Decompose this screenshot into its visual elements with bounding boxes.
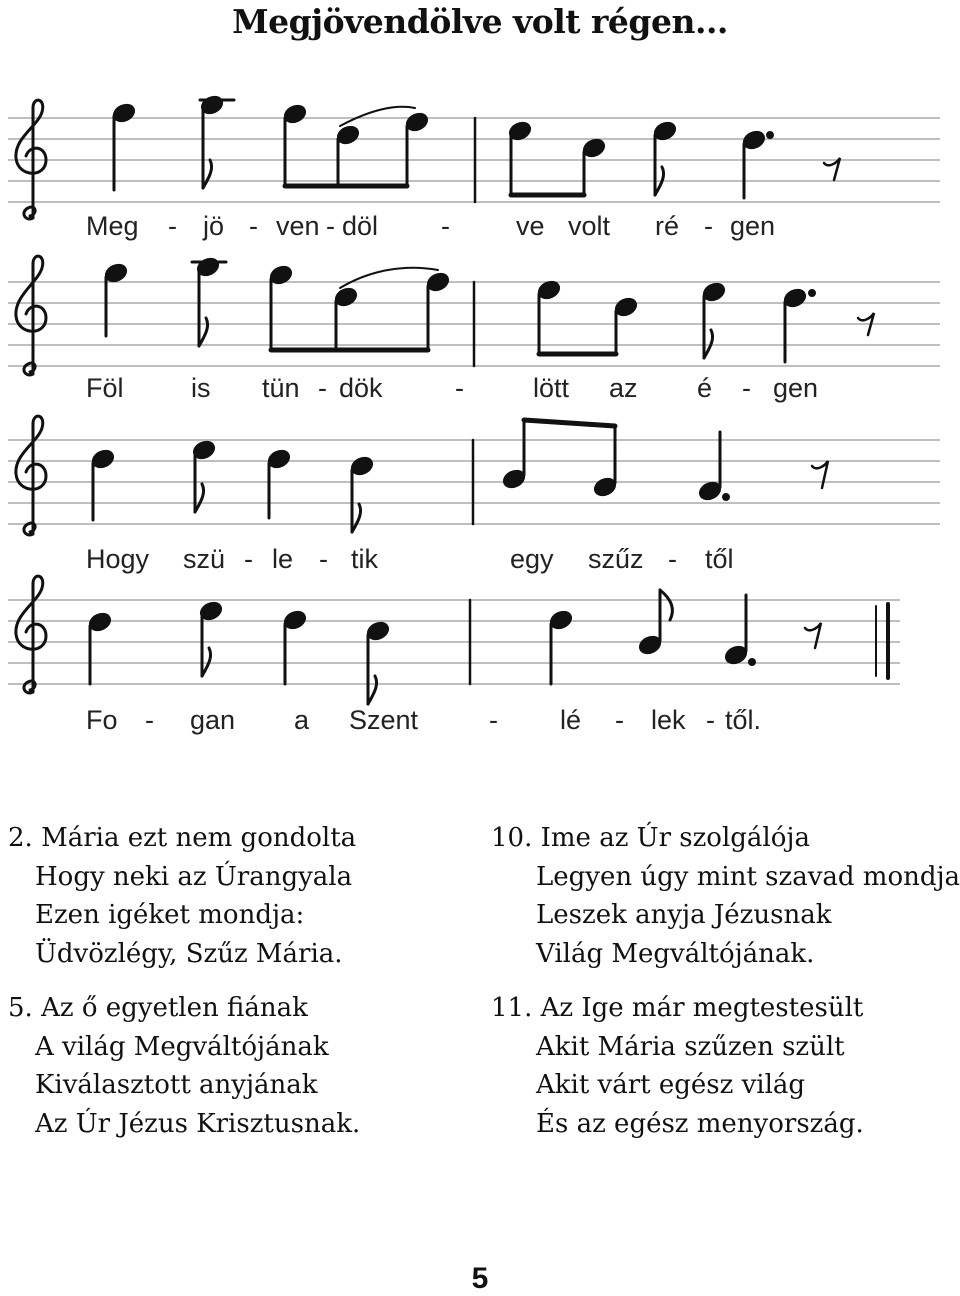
hyphen: - bbox=[168, 211, 177, 241]
verse-line: És az egész menyország. bbox=[536, 1108, 864, 1139]
hyphen: - bbox=[706, 705, 715, 735]
syllable: tün bbox=[262, 373, 300, 403]
syllable: is bbox=[191, 373, 211, 403]
syllable: ven bbox=[276, 211, 320, 241]
verse-line: Az Ige már megtestesült bbox=[540, 993, 864, 1023]
syllable: tik bbox=[351, 544, 378, 574]
hyphen: - bbox=[441, 211, 450, 241]
verse-number: 2. bbox=[8, 823, 33, 853]
verse-line: Az Úr Jézus Krisztusnak. bbox=[35, 1108, 361, 1139]
dotted-quarter-note bbox=[742, 129, 766, 150]
syllable: lött bbox=[533, 373, 570, 403]
eighth-note bbox=[336, 124, 360, 145]
verse-number: 5. bbox=[8, 993, 33, 1023]
hyphen: - bbox=[489, 705, 498, 735]
syllable: Szent bbox=[349, 705, 419, 735]
notes-line-1 bbox=[112, 94, 840, 202]
verse-line: Mária ezt nem gondolta bbox=[41, 823, 357, 853]
verse-line: A világ Megváltójának bbox=[35, 1031, 329, 1062]
syllable: a bbox=[294, 705, 310, 735]
syllable: Hogy bbox=[86, 544, 150, 574]
eighth-rest-icon bbox=[805, 623, 821, 648]
hyphen: - bbox=[318, 373, 327, 403]
verse-line: Világ Megváltójának. bbox=[536, 938, 815, 969]
verse-line: Kiválasztott anyjának bbox=[35, 1070, 318, 1100]
eighth-note bbox=[405, 111, 429, 132]
syllable: től bbox=[705, 544, 734, 574]
eighth-rest-icon bbox=[824, 158, 840, 180]
verse-11 bbox=[491, 989, 864, 1143]
hyphen: - bbox=[319, 544, 328, 574]
hyphen: - bbox=[615, 705, 624, 735]
quarter-note bbox=[112, 102, 136, 123]
treble-clef-icon bbox=[16, 416, 46, 535]
verse-5 bbox=[8, 989, 360, 1143]
syllable: gen bbox=[730, 211, 776, 241]
hyphen: - bbox=[244, 544, 253, 574]
syllable: jö bbox=[203, 211, 225, 241]
hyphen: - bbox=[742, 373, 751, 403]
syllable: szü bbox=[183, 544, 226, 574]
verse-line: Ime az Úr szolgálója bbox=[540, 823, 810, 853]
hyphen: - bbox=[249, 211, 258, 241]
syllable: szűz bbox=[588, 544, 644, 574]
syllable: Meg bbox=[86, 211, 139, 241]
verse-10 bbox=[491, 819, 960, 973]
verse-line: Legyen úgy mint szavad mondja bbox=[536, 861, 960, 892]
syllable: é bbox=[697, 373, 713, 403]
page-number: 5 bbox=[471, 1262, 489, 1295]
hyphen: - bbox=[668, 544, 677, 574]
syllable: le bbox=[272, 544, 294, 574]
verse-line: Akit várt egész világ bbox=[536, 1070, 806, 1100]
syllable: gan bbox=[190, 705, 236, 735]
notes-line-3 bbox=[91, 420, 828, 532]
syllable: döl bbox=[342, 211, 379, 241]
syllable: gen bbox=[773, 373, 819, 403]
verse-line: Akit Mária szűzen szült bbox=[536, 1031, 845, 1062]
syllable: egy bbox=[510, 544, 554, 574]
hyphen: - bbox=[455, 373, 464, 403]
verse-line: Az ő egyetlen fiának bbox=[41, 993, 308, 1023]
notes-line-2 bbox=[104, 256, 874, 366]
verse-2 bbox=[8, 819, 356, 973]
treble-clef-icon bbox=[16, 256, 46, 375]
hyphen: - bbox=[145, 705, 154, 735]
syllable: Fo bbox=[86, 705, 118, 735]
verse-line: Hogy neki az Úrangyala bbox=[35, 861, 353, 892]
syllable: ve bbox=[516, 211, 545, 241]
song-title: Megjövendölve volt régen... bbox=[232, 2, 728, 41]
eighth-note bbox=[653, 120, 677, 141]
syllable: lek bbox=[651, 705, 686, 735]
verse-number: 11. bbox=[491, 993, 533, 1023]
syllable: volt bbox=[568, 211, 611, 241]
notes-line-4 bbox=[88, 590, 888, 704]
treble-clef-icon bbox=[16, 576, 46, 693]
syllable: az bbox=[609, 373, 638, 403]
syllable: dök bbox=[339, 373, 383, 403]
eighth-note bbox=[283, 103, 307, 124]
verse-number: 10. bbox=[491, 823, 533, 853]
verse-line: Üdvözlégy, Szűz Mária. bbox=[35, 938, 343, 969]
syllable: től. bbox=[725, 705, 762, 735]
syllable: Föl bbox=[86, 373, 124, 403]
verse-line: Leszek anyja Jézusnak bbox=[536, 900, 832, 930]
syllable: ré bbox=[655, 211, 680, 241]
verse-line: Ezen igéket mondja: bbox=[35, 900, 305, 930]
staff-4 bbox=[8, 600, 900, 684]
eighth-rest-icon bbox=[812, 461, 828, 488]
hyphen: - bbox=[326, 211, 335, 241]
hyphen: - bbox=[704, 211, 713, 241]
eighth-note bbox=[582, 137, 606, 158]
syllable: lé bbox=[560, 705, 582, 735]
